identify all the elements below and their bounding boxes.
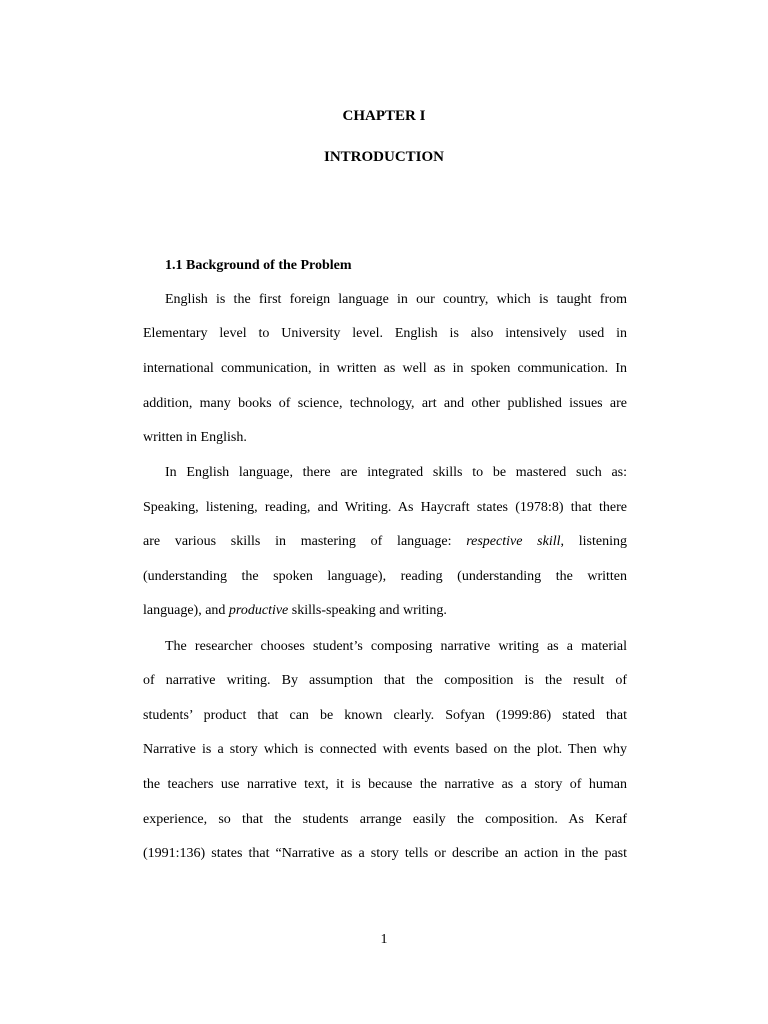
paragraph-line: addition, many books of science, technology, art and other published issues are [143, 396, 627, 411]
paragraph-line: international communication, in written as well as in spoken communication. In [143, 361, 627, 376]
paragraph-line: The researcher chooses student’s composing narrative writing as a material [165, 639, 627, 654]
paragraph-line [143, 601, 627, 621]
paragraph-line [143, 532, 627, 552]
paragraph-line: Narrative is a story which is connected with events based on the plot. Then why [143, 742, 627, 757]
chapter-title: INTRODUCTION [323, 149, 444, 165]
paragraph-line: (1991:136) states that “Narrative as a story tells or describe an action in the past [143, 846, 627, 861]
italic-term: respective skill [466, 534, 561, 549]
paragraph-line: Speaking, listening, reading, and Writing. As Haycraft states (1978:8) that there [143, 500, 627, 515]
chapter-heading: CHAPTER I [342, 108, 426, 124]
paragraph-line: In English language, there are integrated skills to be mastered such as: [165, 465, 627, 480]
italic-term: productive [228, 603, 289, 618]
paragraph-line: of narrative writing. By assumption that the composition is the result of [143, 673, 627, 688]
paragraph-line: the teachers use narrative text, it is because the narrative as a story of human [143, 777, 627, 792]
page-number: 1 [380, 932, 388, 947]
paragraph-line: experience, so that the students arrange easily the composition. As Keraf [143, 812, 627, 827]
line-text: , listening [560, 534, 627, 549]
line-text: language), and [143, 603, 229, 618]
line-text: skills-speaking and writing. [288, 603, 447, 618]
section-heading: 1.1 Background of the Problem [165, 258, 352, 273]
paragraph-line: (understanding the spoken language), reading (understanding the written [143, 569, 627, 584]
paragraph-line: Elementary level to University level. English is also intensively used in [143, 326, 627, 341]
paragraph-line: students’ product that can be known clearly. Sofyan (1999:86) stated that [143, 708, 627, 723]
line-text: are various skills in mastering of language: [143, 534, 467, 549]
paragraph-line: English is the first foreign language in our country, which is taught from [165, 292, 627, 307]
paragraph-line: written in English. [143, 430, 247, 445]
